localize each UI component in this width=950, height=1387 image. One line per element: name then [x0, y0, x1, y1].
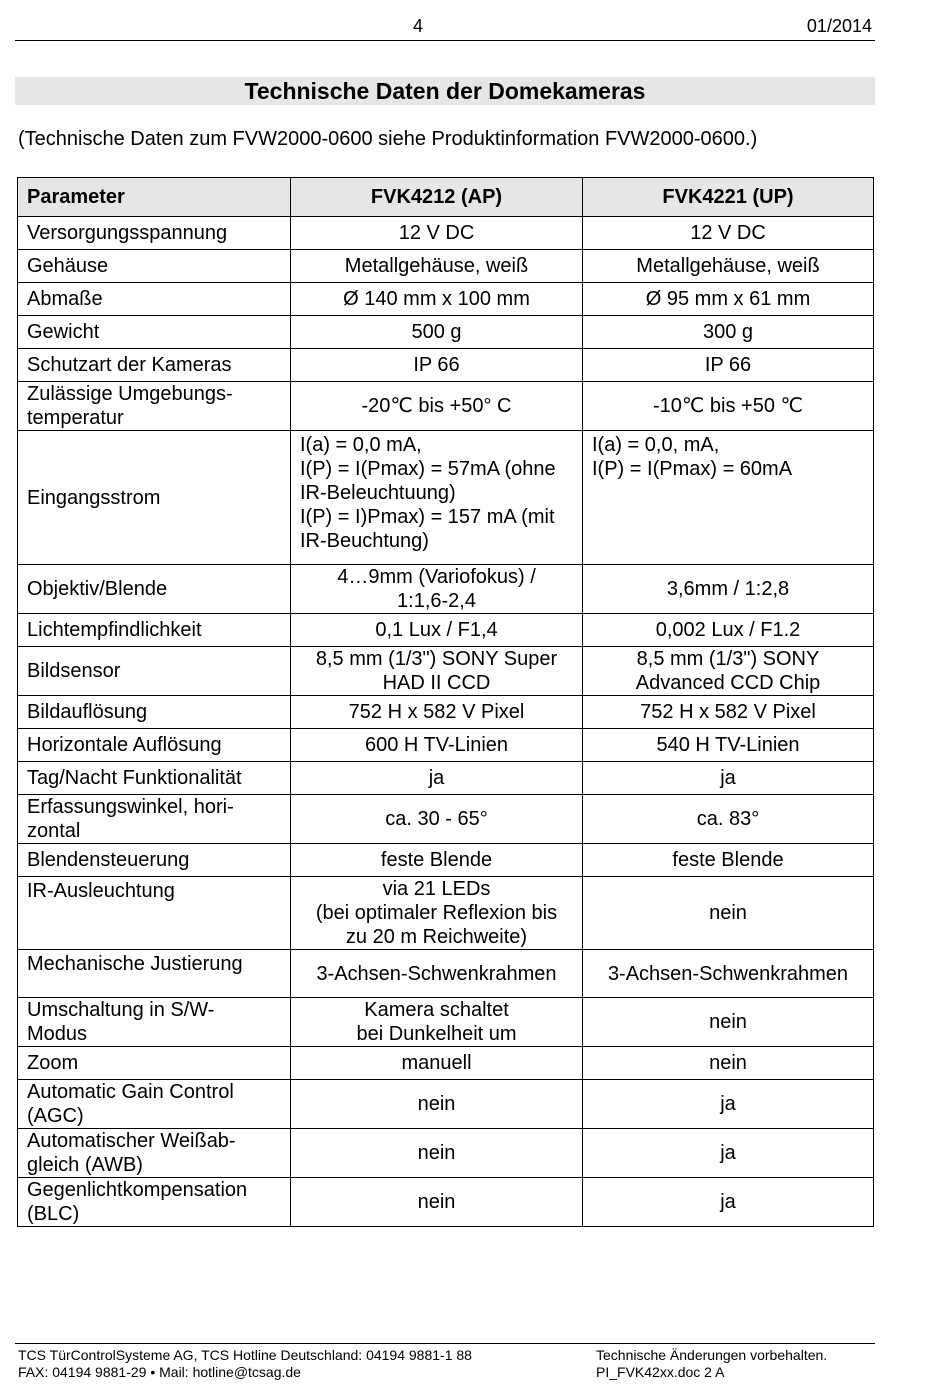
table-row	[18, 950, 874, 998]
table-row	[18, 1129, 874, 1178]
parameter-cell: Automatischer Weißab- gleich (AWB)	[18, 1129, 291, 1178]
table-row	[18, 431, 874, 565]
parameter-cell: Versorgungsspannung	[18, 217, 291, 250]
fvk4212-cell: via 21 LEDs (bei optimaler Reflexion bis zu 20 m Reichweite)	[291, 877, 583, 950]
table-row	[18, 647, 874, 696]
footer-docref: PI_FVK42xx.doc 2 A	[596, 1364, 725, 1380]
footer-fax-mail: FAX: 04194 9881-29 • Mail: hotline@tcsag.de	[18, 1364, 301, 1380]
fvk4212-cell: manuell	[291, 1047, 583, 1080]
fvk4212-cell: 0,1 Lux / F1,4	[291, 614, 583, 647]
parameter-cell: IR-Ausleuchtung	[18, 877, 291, 950]
spec-table	[17, 177, 874, 1227]
footer-hotline: TCS TürControlSysteme AG, TCS Hotline Deutschland: 04194 9881-1 88	[18, 1347, 472, 1363]
parameter-cell: Erfassungswinkel, hori- zontal	[18, 795, 291, 844]
table-row	[18, 250, 874, 283]
footer-divider	[15, 1343, 875, 1344]
parameter-cell: Tag/Nacht Funktionalität	[18, 762, 291, 795]
fvk4221-cell: ja	[583, 762, 874, 795]
parameter-cell: Zoom	[18, 1047, 291, 1080]
fvk4221-cell: Ø 95 mm x 61 mm	[583, 283, 874, 316]
fvk4221-cell: I(a) = 0,0, mA, I(P) = I(Pmax) = 60mA	[583, 431, 874, 565]
table-row	[18, 217, 874, 250]
fvk4212-cell: Ø 140 mm x 100 mm	[291, 283, 583, 316]
footer-notice	[596, 1347, 827, 1381]
fvk4221-cell: ja	[583, 1178, 874, 1227]
parameter-cell: Gegenlichtkompensation (BLC)	[18, 1178, 291, 1227]
fvk4212-cell: 4…9mm (Variofokus) / 1:1,6-2,4	[291, 565, 583, 614]
fvk4212-cell: nein	[291, 1129, 583, 1178]
parameter-cell: Umschaltung in S/W- Modus	[18, 998, 291, 1047]
fvk4221-cell: -10℃ bis +50 ℃	[583, 382, 874, 431]
fvk4221-cell: ca. 83°	[583, 795, 874, 844]
parameter-cell: Gehäuse	[18, 250, 291, 283]
parameter-cell: Bildauflösung	[18, 696, 291, 729]
fvk4221-cell: 300 g	[583, 316, 874, 349]
parameter-cell: Schutzart der Kameras	[18, 349, 291, 382]
parameter-cell: Eingangsstrom	[18, 431, 291, 565]
table-row	[18, 565, 874, 614]
parameter-cell: Zulässige Umgebungs- temperatur	[18, 382, 291, 431]
header-fvk4212: FVK4212 (AP)	[291, 178, 583, 217]
fvk4212-cell: nein	[291, 1080, 583, 1129]
parameter-cell: Abmaße	[18, 283, 291, 316]
page-title: Technische Daten der Domekameras	[15, 77, 875, 105]
fvk4221-cell: 12 V DC	[583, 217, 874, 250]
header-divider	[15, 40, 875, 41]
fvk4221-cell: ja	[583, 1080, 874, 1129]
header-parameter: Parameter	[18, 178, 291, 217]
intro-note: (Technische Daten zum FVW2000-0600 siehe Produktinformation FVW2000-0600.)	[18, 128, 758, 150]
table-header-row	[18, 178, 874, 217]
header-fvk4221: FVK4221 (UP)	[583, 178, 874, 217]
fvk4212-cell: 8,5 mm (1/3") SONY Super HAD II CCD	[291, 647, 583, 696]
parameter-cell: Bildsensor	[18, 647, 291, 696]
fvk4212-cell: ja	[291, 762, 583, 795]
fvk4221-cell: 0,002 Lux / F1.2	[583, 614, 874, 647]
fvk4212-cell: 12 V DC	[291, 217, 583, 250]
table-row	[18, 614, 874, 647]
fvk4221-cell: 8,5 mm (1/3") SONY Advanced CCD Chip	[583, 647, 874, 696]
fvk4221-cell: ja	[583, 1129, 874, 1178]
fvk4221-cell: 540 H TV-Linien	[583, 729, 874, 762]
table-row	[18, 844, 874, 877]
fvk4221-cell: Metallgehäuse, weiß	[583, 250, 874, 283]
fvk4221-cell: IP 66	[583, 349, 874, 382]
parameter-cell: Horizontale Auflösung	[18, 729, 291, 762]
header-date: 01/2014	[806, 16, 872, 36]
parameter-cell: Automatic Gain Control (AGC)	[18, 1080, 291, 1129]
table-row	[18, 1178, 874, 1227]
table-row	[18, 877, 874, 950]
table-row	[18, 316, 874, 349]
fvk4212-cell: nein	[291, 1178, 583, 1227]
fvk4212-cell: Kamera schaltet bei Dunkelheit um	[291, 998, 583, 1047]
table-row	[18, 696, 874, 729]
fvk4212-cell: 600 H TV-Linien	[291, 729, 583, 762]
fvk4221-cell: nein	[583, 1047, 874, 1080]
fvk4221-cell: feste Blende	[583, 844, 874, 877]
table-row	[18, 349, 874, 382]
fvk4212-cell: I(a) = 0,0 mA, I(P) = I(Pmax) = 57mA (ohne IR-Beleuchtuung) I(P) = I)Pmax) = 157 mA (mit IR-Beuchtung)	[291, 431, 583, 565]
fvk4212-cell: 3-Achsen-Schwenkrahmen	[291, 950, 583, 998]
fvk4221-cell: 3-Achsen-Schwenkrahmen	[583, 950, 874, 998]
fvk4212-cell: 500 g	[291, 316, 583, 349]
parameter-cell: Lichtempfindlichkeit	[18, 614, 291, 647]
footer-contact	[18, 1347, 472, 1381]
fvk4212-cell: feste Blende	[291, 844, 583, 877]
table-row	[18, 382, 874, 431]
fvk4212-cell: Metallgehäuse, weiß	[291, 250, 583, 283]
fvk4212-cell: IP 66	[291, 349, 583, 382]
fvk4221-cell: 752 H x 582 V Pixel	[583, 696, 874, 729]
fvk4212-cell: -20℃ bis +50° C	[291, 382, 583, 431]
table-row	[18, 1047, 874, 1080]
fvk4212-cell: ca. 30 - 65°	[291, 795, 583, 844]
table-row	[18, 998, 874, 1047]
table-row	[18, 283, 874, 316]
footer-disclaimer: Technische Änderungen vorbehalten.	[596, 1347, 828, 1363]
fvk4221-cell: 3,6mm / 1:2,8	[583, 565, 874, 614]
parameter-cell: Mechanische Justierung	[18, 950, 291, 998]
fvk4221-cell: nein	[583, 877, 874, 950]
table-row	[18, 729, 874, 762]
parameter-cell: Blendensteuerung	[18, 844, 291, 877]
spec-table-body	[18, 217, 874, 1227]
table-row	[18, 795, 874, 844]
fvk4221-cell: nein	[583, 998, 874, 1047]
parameter-cell: Objektiv/Blende	[18, 565, 291, 614]
page-number: 4	[413, 16, 424, 36]
table-row	[18, 1080, 874, 1129]
table-row	[18, 762, 874, 795]
fvk4212-cell: 752 H x 582 V Pixel	[291, 696, 583, 729]
parameter-cell: Gewicht	[18, 316, 291, 349]
